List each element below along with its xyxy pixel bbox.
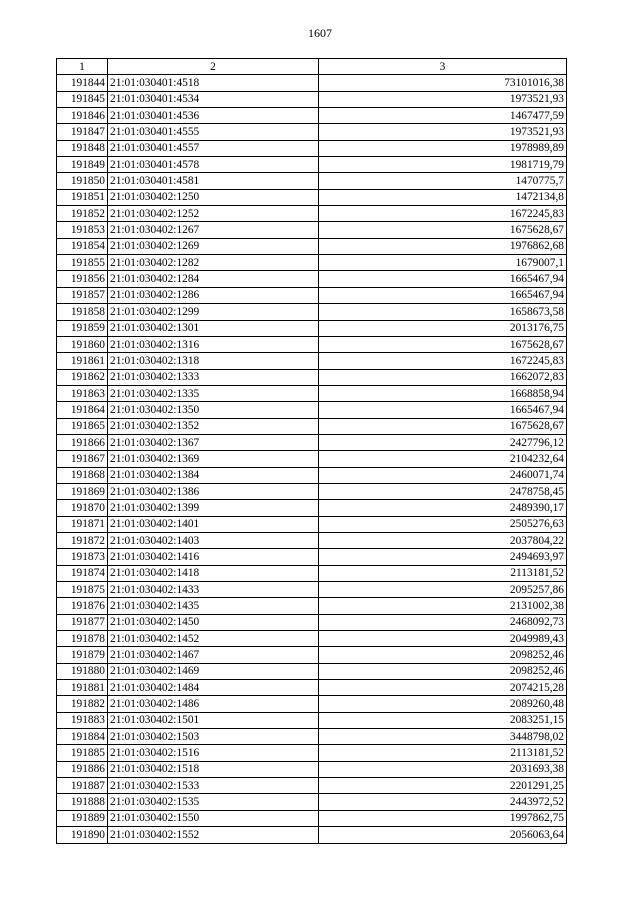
cadastral-number-cell: 21:01:030401:4534 xyxy=(108,91,319,107)
cadastral-number-cell: 21:01:030402:1299 xyxy=(108,304,319,320)
value-cell: 2489390,17 xyxy=(319,500,567,516)
table-row xyxy=(57,598,567,614)
table-row xyxy=(57,582,567,598)
value-cell: 1981719,79 xyxy=(319,157,567,173)
row-number-cell: 191855 xyxy=(57,255,108,271)
value-cell: 1658673,58 xyxy=(319,304,567,320)
value-cell: 2031693,38 xyxy=(319,761,567,777)
table-row xyxy=(57,255,567,271)
value-cell: 2037804,22 xyxy=(319,532,567,548)
table-row xyxy=(57,745,567,761)
row-number-cell: 191856 xyxy=(57,271,108,287)
cadastral-number-cell: 21:01:030402:1435 xyxy=(108,598,319,614)
cadastral-number-cell: 21:01:030402:1282 xyxy=(108,255,319,271)
table-row xyxy=(57,206,567,222)
value-cell: 1679007,1 xyxy=(319,255,567,271)
value-cell: 2443972,52 xyxy=(319,794,567,810)
table-row xyxy=(57,140,567,156)
row-number-cell: 191870 xyxy=(57,500,108,516)
table-row xyxy=(57,238,567,254)
value-cell: 1467477,59 xyxy=(319,108,567,124)
cadastral-number-cell: 21:01:030402:1503 xyxy=(108,729,319,745)
table-row xyxy=(57,631,567,647)
table-row xyxy=(57,565,567,581)
row-number-cell: 191852 xyxy=(57,206,108,222)
cadastral-number-cell: 21:01:030401:4518 xyxy=(108,75,319,91)
table-row xyxy=(57,712,567,728)
table-row xyxy=(57,663,567,679)
cadastral-number-cell: 21:01:030401:4581 xyxy=(108,173,319,189)
value-cell: 2049989,43 xyxy=(319,631,567,647)
row-number-cell: 191887 xyxy=(57,778,108,794)
value-cell: 1668858,94 xyxy=(319,385,567,401)
table-row xyxy=(57,91,567,107)
cadastral-number-cell: 21:01:030402:1550 xyxy=(108,810,319,826)
cadastral-number-cell: 21:01:030402:1535 xyxy=(108,794,319,810)
table-row xyxy=(57,500,567,516)
row-number-cell: 191889 xyxy=(57,810,108,826)
row-number-cell: 191869 xyxy=(57,483,108,499)
row-number-cell: 191881 xyxy=(57,680,108,696)
table-row xyxy=(57,467,567,483)
table-row xyxy=(57,336,567,352)
value-cell: 2201291,25 xyxy=(319,778,567,794)
cadastral-number-cell: 21:01:030402:1252 xyxy=(108,206,319,222)
value-cell: 2478758,45 xyxy=(319,483,567,499)
value-cell: 1672245,83 xyxy=(319,206,567,222)
value-cell: 2104232,64 xyxy=(319,451,567,467)
row-number-cell: 191877 xyxy=(57,614,108,630)
table-header-row xyxy=(57,59,567,75)
cadastral-number-cell: 21:01:030402:1284 xyxy=(108,271,319,287)
table-row xyxy=(57,402,567,418)
value-cell: 1997862,75 xyxy=(319,810,567,826)
row-number-cell: 191847 xyxy=(57,124,108,140)
row-number-cell: 191850 xyxy=(57,173,108,189)
row-number-cell: 191873 xyxy=(57,549,108,565)
cadastral-number-cell: 21:01:030402:1386 xyxy=(108,483,319,499)
cadastral-number-cell: 21:01:030402:1469 xyxy=(108,663,319,679)
row-number-cell: 191854 xyxy=(57,238,108,254)
row-number-cell: 191868 xyxy=(57,467,108,483)
value-cell: 2113181,52 xyxy=(319,745,567,761)
cadastral-number-cell: 21:01:030402:1250 xyxy=(108,189,319,205)
row-number-cell: 191846 xyxy=(57,108,108,124)
page-number: 1607 xyxy=(308,26,332,40)
row-number-cell: 191878 xyxy=(57,631,108,647)
value-cell: 1973521,93 xyxy=(319,124,567,140)
table-row xyxy=(57,222,567,238)
value-cell: 1675628,67 xyxy=(319,222,567,238)
table-row xyxy=(57,810,567,826)
table-row xyxy=(57,287,567,303)
cadastral-number-cell: 21:01:030402:1552 xyxy=(108,827,319,843)
table-row xyxy=(57,778,567,794)
row-number-cell: 191857 xyxy=(57,287,108,303)
row-number-cell: 191884 xyxy=(57,729,108,745)
row-number-cell: 191880 xyxy=(57,663,108,679)
table-row xyxy=(57,271,567,287)
value-cell: 2468092,73 xyxy=(319,614,567,630)
value-cell: 1665467,94 xyxy=(319,287,567,303)
row-number-cell: 191874 xyxy=(57,565,108,581)
value-cell: 2460071,74 xyxy=(319,467,567,483)
row-number-cell: 191871 xyxy=(57,516,108,532)
row-number-cell: 191886 xyxy=(57,761,108,777)
table-row xyxy=(57,532,567,548)
row-number-cell: 191885 xyxy=(57,745,108,761)
cadastral-number-cell: 21:01:030402:1350 xyxy=(108,402,319,418)
column-header-number: 1 xyxy=(57,59,108,75)
value-cell: 2074215,28 xyxy=(319,680,567,696)
row-number-cell: 191875 xyxy=(57,582,108,598)
cadastral-number-cell: 21:01:030402:1352 xyxy=(108,418,319,434)
value-cell: 2098252,46 xyxy=(319,663,567,679)
row-number-cell: 191864 xyxy=(57,402,108,418)
cadastral-number-cell: 21:01:030401:4555 xyxy=(108,124,319,140)
cadastral-number-cell: 21:01:030402:1452 xyxy=(108,631,319,647)
table-row xyxy=(57,549,567,565)
value-cell: 2083251,15 xyxy=(319,712,567,728)
value-cell: 2089260,48 xyxy=(319,696,567,712)
cadastral-number-cell: 21:01:030402:1433 xyxy=(108,582,319,598)
cadastral-number-cell: 21:01:030402:1518 xyxy=(108,761,319,777)
value-cell: 2013176,75 xyxy=(319,320,567,336)
cadastral-number-cell: 21:01:030402:1467 xyxy=(108,647,319,663)
table-row xyxy=(57,647,567,663)
row-number-cell: 191851 xyxy=(57,189,108,205)
row-number-cell: 191849 xyxy=(57,157,108,173)
cadastral-number-cell: 21:01:030402:1399 xyxy=(108,500,319,516)
cadastral-number-cell: 21:01:030402:1450 xyxy=(108,614,319,630)
table-row xyxy=(57,483,567,499)
cadastral-number-cell: 21:01:030402:1501 xyxy=(108,712,319,728)
value-cell: 2505276,63 xyxy=(319,516,567,532)
registry-table xyxy=(56,58,567,844)
row-number-cell: 191879 xyxy=(57,647,108,663)
value-cell: 1978989,89 xyxy=(319,140,567,156)
value-cell: 1472134,8 xyxy=(319,189,567,205)
cadastral-number-cell: 21:01:030401:4557 xyxy=(108,140,319,156)
value-cell: 1665467,94 xyxy=(319,271,567,287)
row-number-cell: 191882 xyxy=(57,696,108,712)
cadastral-number-cell: 21:01:030402:1401 xyxy=(108,516,319,532)
table-row xyxy=(57,189,567,205)
table-row xyxy=(57,157,567,173)
value-cell: 1672245,83 xyxy=(319,353,567,369)
row-number-cell: 191876 xyxy=(57,598,108,614)
row-number-cell: 191859 xyxy=(57,320,108,336)
value-cell: 1973521,93 xyxy=(319,91,567,107)
row-number-cell: 191858 xyxy=(57,304,108,320)
table-body xyxy=(57,75,567,843)
cadastral-number-cell: 21:01:030402:1367 xyxy=(108,434,319,450)
value-cell: 2098252,46 xyxy=(319,647,567,663)
value-cell: 2494693,97 xyxy=(319,549,567,565)
row-number-cell: 191865 xyxy=(57,418,108,434)
value-cell: 2056063,64 xyxy=(319,827,567,843)
cadastral-number-cell: 21:01:030402:1418 xyxy=(108,565,319,581)
row-number-cell: 191888 xyxy=(57,794,108,810)
row-number-cell: 191853 xyxy=(57,222,108,238)
row-number-cell: 191862 xyxy=(57,369,108,385)
table-row xyxy=(57,794,567,810)
column-header-value: 3 xyxy=(319,59,567,75)
table-row xyxy=(57,516,567,532)
table-row xyxy=(57,418,567,434)
table-row xyxy=(57,451,567,467)
cadastral-number-cell: 21:01:030402:1384 xyxy=(108,467,319,483)
column-header-cadastral-number: 2 xyxy=(108,59,319,75)
row-number-cell: 191845 xyxy=(57,91,108,107)
cadastral-number-cell: 21:01:030402:1486 xyxy=(108,696,319,712)
table-row xyxy=(57,761,567,777)
table-row xyxy=(57,353,567,369)
cadastral-number-cell: 21:01:030402:1533 xyxy=(108,778,319,794)
row-number-cell: 191890 xyxy=(57,827,108,843)
value-cell: 2113181,52 xyxy=(319,565,567,581)
value-cell: 3448798,02 xyxy=(319,729,567,745)
table-row xyxy=(57,124,567,140)
cadastral-number-cell: 21:01:030402:1316 xyxy=(108,336,319,352)
table-row xyxy=(57,696,567,712)
cadastral-number-cell: 21:01:030402:1267 xyxy=(108,222,319,238)
table-row xyxy=(57,173,567,189)
value-cell: 2095257,86 xyxy=(319,582,567,598)
table-row xyxy=(57,434,567,450)
cadastral-number-cell: 21:01:030402:1484 xyxy=(108,680,319,696)
value-cell: 1662072,83 xyxy=(319,369,567,385)
cadastral-number-cell: 21:01:030402:1269 xyxy=(108,238,319,254)
table-row xyxy=(57,827,567,843)
row-number-cell: 191844 xyxy=(57,75,108,91)
cadastral-number-cell: 21:01:030402:1333 xyxy=(108,369,319,385)
row-number-cell: 191861 xyxy=(57,353,108,369)
cadastral-number-cell: 21:01:030402:1318 xyxy=(108,353,319,369)
row-number-cell: 191848 xyxy=(57,140,108,156)
table-row xyxy=(57,614,567,630)
cadastral-number-cell: 21:01:030402:1335 xyxy=(108,385,319,401)
cadastral-number-cell: 21:01:030402:1301 xyxy=(108,320,319,336)
cadastral-number-cell: 21:01:030402:1416 xyxy=(108,549,319,565)
value-cell: 73101016,38 xyxy=(319,75,567,91)
table-row xyxy=(57,729,567,745)
value-cell: 2131002,38 xyxy=(319,598,567,614)
cadastral-number-cell: 21:01:030401:4578 xyxy=(108,157,319,173)
value-cell: 1470775,7 xyxy=(319,173,567,189)
row-number-cell: 191863 xyxy=(57,385,108,401)
row-number-cell: 191872 xyxy=(57,532,108,548)
row-number-cell: 191866 xyxy=(57,434,108,450)
value-cell: 1976862,68 xyxy=(319,238,567,254)
table-row xyxy=(57,320,567,336)
row-number-cell: 191883 xyxy=(57,712,108,728)
row-number-cell: 191867 xyxy=(57,451,108,467)
cadastral-number-cell: 21:01:030402:1516 xyxy=(108,745,319,761)
table-row xyxy=(57,75,567,91)
cadastral-number-cell: 21:01:030401:4536 xyxy=(108,108,319,124)
value-cell: 1675628,67 xyxy=(319,336,567,352)
table-row xyxy=(57,385,567,401)
cadastral-number-cell: 21:01:030402:1403 xyxy=(108,532,319,548)
value-cell: 1665467,94 xyxy=(319,402,567,418)
table-row xyxy=(57,369,567,385)
table-row xyxy=(57,680,567,696)
value-cell: 2427796,12 xyxy=(319,434,567,450)
table-row xyxy=(57,304,567,320)
cadastral-number-cell: 21:01:030402:1286 xyxy=(108,287,319,303)
cadastral-number-cell: 21:01:030402:1369 xyxy=(108,451,319,467)
row-number-cell: 191860 xyxy=(57,336,108,352)
value-cell: 1675628,67 xyxy=(319,418,567,434)
table-row xyxy=(57,108,567,124)
